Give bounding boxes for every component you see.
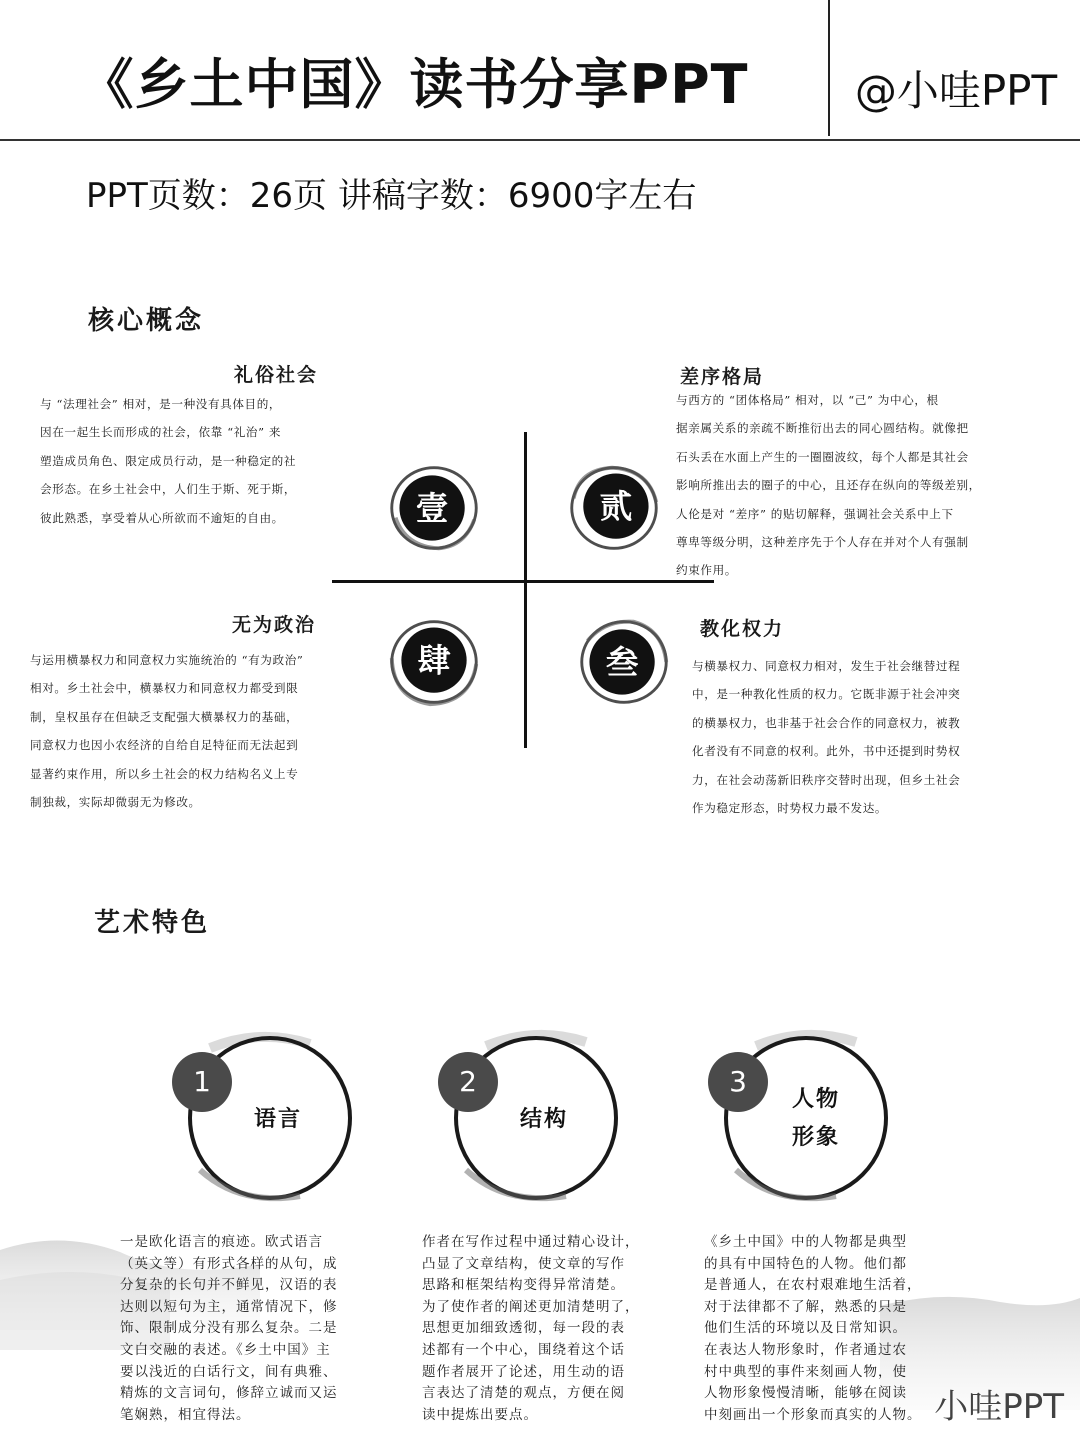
feature-number-1: 1 bbox=[193, 1065, 211, 1098]
art-features-heading: 艺术特色 bbox=[94, 908, 211, 938]
badge-char: 壹 bbox=[415, 488, 449, 528]
cross-divider-horizontal bbox=[332, 580, 714, 583]
feature-label-3-line1: 人物 bbox=[791, 1086, 840, 1112]
ink-badge-2 bbox=[566, 460, 662, 556]
feature-circle-3 bbox=[706, 1020, 906, 1210]
concept-title-jiaohua: 教化权力 bbox=[700, 618, 785, 640]
ink-badge-1 bbox=[386, 460, 482, 556]
feature-label-1: 语言 bbox=[253, 1106, 302, 1132]
badge-char: 肆 bbox=[417, 640, 451, 680]
feature-label-3-line2: 形象 bbox=[791, 1124, 840, 1150]
feature-number-3: 3 bbox=[729, 1065, 747, 1098]
concept-title-lisu: 礼俗社会 bbox=[234, 364, 319, 386]
header-divider-vertical bbox=[828, 0, 830, 136]
core-concepts-heading: 核心概念 bbox=[88, 306, 205, 336]
feature-text-2: 作者在写作过程中通过精心设计， 凸显了文章结构，使文章的写作 思路和框架结构变得异常清楚。 为了使作者的阐述更加清楚明了， 思想更加细致透彻，每一段的表 述都有一个中心，围绕着这个话 题作者展开了论述，用生动的语 言表达了清楚的观点，方便在阅 读中提炼出要点。 bbox=[422, 1234, 640, 1423]
ink-badge-3 bbox=[576, 614, 672, 710]
cross-divider-vertical bbox=[524, 432, 527, 748]
concept-text-wuwei: 与运用横暴权力和同意权力实施统治的 “有为政治” 相对。乡土社会中，横暴权力和同意权力都受到限 制，皇权虽存在但缺乏支配强大横暴权力的基础， 同意权力也因小农经济的自给自足特征而无法起到 显著约束作用，所以乡土社会的权力结构名义上专 制独裁，实际却微弱无为修改。 bbox=[30, 653, 304, 810]
concept-title-wuwei: 无为政治 bbox=[232, 614, 317, 636]
watermark: 小哇PPT bbox=[934, 1387, 1064, 1427]
badge-char: 贰 bbox=[599, 486, 633, 526]
header-divider-horizontal bbox=[0, 139, 1080, 141]
concept-text-jiaohua: 与横暴权力、同意权力相对，发生于社会继替过程 中，是一种教化性质的权力。它既非源于社会冲突 的横暴权力，也非基于社会合作的同意权力，被教 化者没有不同意的权利。此外，书中还提到时势权 力，在社会动荡新旧秩序交替时出现，但乡土社会 作为稳定形态，时势权力最不发达。 bbox=[692, 659, 961, 816]
badge-char: 叁 bbox=[605, 642, 639, 682]
author-label: @小哇PPT bbox=[854, 66, 1058, 115]
ink-badge-4 bbox=[386, 614, 482, 710]
feature-text-1: 一是欧化语言的痕迹。欧式语言 （英文等）有形式各样的从句，成 分复杂的长句并不鲜见，汉语的表 达则以短句为主，通常情况下，修 饰、限制成分没有那么复杂。二是 文白交融的表述。《乡土中国》主 要以浅近的白话行文，间有典雅、 精炼的文言词句，修辞立诚而又运 笔娴熟，相宜得法。 bbox=[120, 1234, 338, 1423]
concept-text-lisu: 与 “法理社会” 相对，是一种没有具体目的， 因在一起生长而形成的社会，依靠 “礼治” 来 塑造成员角色、限定成员行动，是一种稳定的社 会形态。在乡土社会中，人们生于斯、死于斯， 彼此熟悉，享受着从心所欲而不逾矩的自由。 bbox=[40, 397, 297, 525]
feature-text-3: 《乡土中国》中的人物都是典型 的具有中国特色的人物。他们都 是普通人，在农村艰难地生活着， 对于法律都不了解，熟悉的只是 他们生活的环境以及日常知识。 在表达人物形象时，作者通过农 村中典型的事件来刻画人物，使 人物形象慢慢清晰，能够在阅读 中刻画出一个形象而真实的人物。 bbox=[704, 1234, 922, 1423]
page-stats: PPT页数：26页 讲稿字数：6900字左右 bbox=[86, 176, 697, 216]
concept-title-chaxu: 差序格局 bbox=[680, 366, 765, 388]
feature-number-2: 2 bbox=[459, 1065, 477, 1098]
page-title: 《乡土中国》读书分享PPT bbox=[79, 53, 749, 116]
feature-label-2: 结构 bbox=[519, 1106, 568, 1132]
concept-text-chaxu: 与西方的 “团体格局” 相对，以 “己” 为中心，根 据亲属关系的亲疏不断推衍出去的同心圆结构。就像把 石头丢在水面上产生的一圈圈波纹，每个人都是其社会 影响所推出去的圈子的中心，且还存在纵向的等级差别， 人伦是对 “差序” 的贴切解释，强调社会关系中上下 尊卑等级分明，这种差序先于个人存在并对个人有强制 约束作用。 bbox=[676, 393, 981, 578]
